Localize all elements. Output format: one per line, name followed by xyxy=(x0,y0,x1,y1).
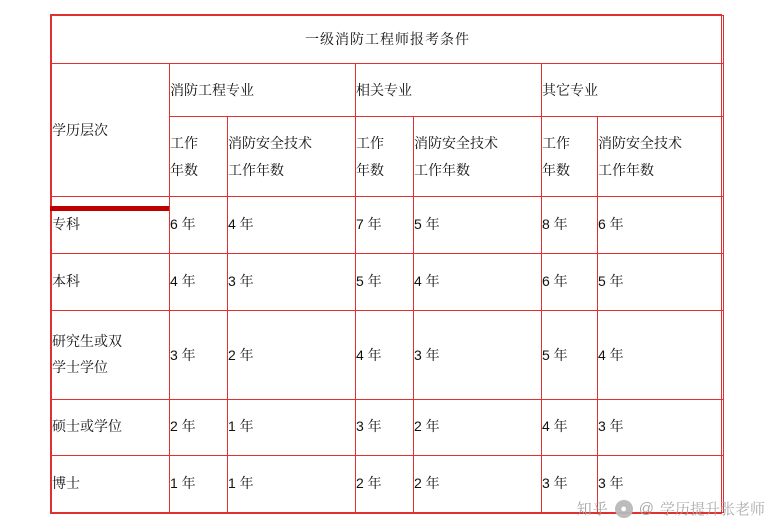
sub-header-line1: 消防安全技术 xyxy=(228,135,312,152)
row-level-doctor: 博士 xyxy=(52,456,170,513)
sub-header-line2: 工作年数 xyxy=(414,161,470,178)
sub-header-safety-years-2 xyxy=(414,117,542,197)
cell-value: 3 年 xyxy=(542,456,598,513)
row-level-benke: 本科 xyxy=(52,253,170,310)
sub-header-line1: 工作 xyxy=(542,135,570,152)
cell-value: 2 年 xyxy=(414,399,542,456)
sub-header-safety-years-1 xyxy=(228,117,356,197)
major-group-other: 其它专业 xyxy=(542,63,724,117)
row-level-zhuanke: 专科 xyxy=(52,197,170,254)
table-title-row xyxy=(52,16,724,64)
sub-header-line2: 年数 xyxy=(542,161,570,178)
sub-header-line1: 工作 xyxy=(170,135,198,152)
cell-value: 6 年 xyxy=(542,253,598,310)
cell-value: 5 年 xyxy=(542,310,598,399)
major-group-header-row xyxy=(52,63,724,117)
sub-header-line2: 工作年数 xyxy=(598,161,654,178)
cell-value: 4 年 xyxy=(414,253,542,310)
conditions-table-sheet xyxy=(50,14,722,514)
cell-value: 3 年 xyxy=(356,399,414,456)
cell-value: 4 年 xyxy=(542,399,598,456)
cell-value: 3 年 xyxy=(414,310,542,399)
cell-value: 7 年 xyxy=(356,197,414,254)
cell-value: 2 年 xyxy=(228,310,356,399)
cell-value: 4 年 xyxy=(228,197,356,254)
sub-header-work-years-3 xyxy=(542,117,598,197)
cell-value: 3 年 xyxy=(170,310,228,399)
major-group-related: 相关专业 xyxy=(356,63,542,117)
cell-value: 2 年 xyxy=(414,456,542,513)
cell-value: 6 年 xyxy=(598,197,724,254)
cell-value: 3 年 xyxy=(228,253,356,310)
cell-value: 3 年 xyxy=(598,399,724,456)
watermark-author: 学历提升张老师 xyxy=(659,501,765,518)
sub-header-line1: 消防安全技术 xyxy=(598,135,682,152)
sub-header-line2: 年数 xyxy=(170,161,198,178)
sub-header-line1: 消防安全技术 xyxy=(414,135,498,152)
page-title: 一级消防工程师报考条件 xyxy=(52,16,724,64)
watermark xyxy=(577,498,765,519)
zhihu-logo: 知乎 xyxy=(576,501,609,518)
table-row xyxy=(52,310,724,399)
cell-value: 2 年 xyxy=(170,399,228,456)
cell-value: 5 年 xyxy=(356,253,414,310)
cell-value: 6 年 xyxy=(170,197,228,254)
sub-header-work-years-2 xyxy=(356,117,414,197)
cell-value: 1 年 xyxy=(170,456,228,513)
row-level-graduate xyxy=(52,310,170,399)
cell-value: 8 年 xyxy=(542,197,598,254)
row-level-master: 硕士或学位 xyxy=(52,399,170,456)
cell-value: 4 年 xyxy=(170,253,228,310)
table-row xyxy=(52,253,724,310)
accent-bar xyxy=(50,206,169,211)
cell-value: 4 年 xyxy=(356,310,414,399)
conditions-table xyxy=(51,15,724,513)
cell-value: 5 年 xyxy=(598,253,724,310)
cell-value: 2 年 xyxy=(356,456,414,513)
cell-value: 3 年 xyxy=(598,456,724,513)
sub-header-line1: 工作 xyxy=(356,135,384,152)
level-header: 学历层次 xyxy=(52,63,170,197)
sub-header-work-years-1 xyxy=(170,117,228,197)
table-row xyxy=(52,399,724,456)
avatar: ● xyxy=(615,500,633,518)
sub-header-safety-years-3 xyxy=(598,117,724,197)
major-group-fire-engineering: 消防工程专业 xyxy=(170,63,356,117)
cell-value: 4 年 xyxy=(598,310,724,399)
cell-value: 1 年 xyxy=(228,399,356,456)
row-level-line2: 学士学位 xyxy=(52,358,108,375)
cell-value: 1 年 xyxy=(228,456,356,513)
sub-header-line2: 年数 xyxy=(356,161,384,178)
cell-value: 5 年 xyxy=(414,197,542,254)
row-level-line1: 研究生或双 xyxy=(52,332,122,349)
watermark-at: @ xyxy=(638,500,654,517)
sub-header-line2: 工作年数 xyxy=(228,161,284,178)
